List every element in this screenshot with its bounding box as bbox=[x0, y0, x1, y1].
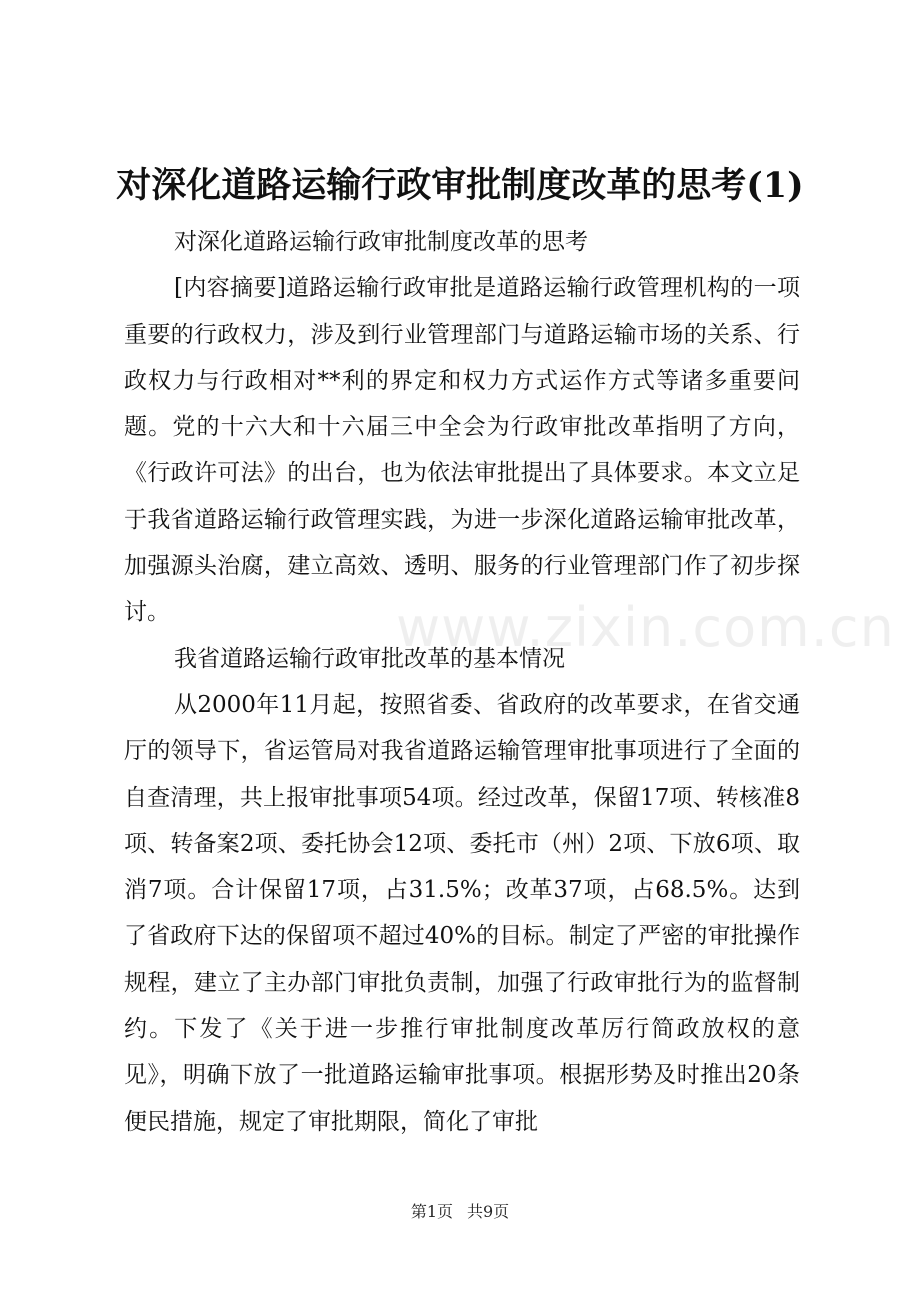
page-number: 第1页 bbox=[410, 1202, 453, 1221]
document-title: 对深化道路运输行政审批制度改革的思考(1) bbox=[116, 165, 804, 206]
body-paragraph: 从2000年11月起，按照省委、省政府的改革要求，在省交通厅的领导下，省运管局对我省道路运输管理审批事项进行了全面的自查清理，共上报审批事项54项。经过改革，保留17项、转核准8项、转备案2项、委托协会12项、委托市（州）2项、下放6项、取消7项。合计保留17项，占31.5%；改革37项，占68.5%。达到了省政府下达的保留项不超过40%的目标。制定了严密的审批操作规程，建立了主办部门审批负责制，加强了行政审批行为的监督制约。下发了《关于进一步推行审批制度改革厉行简政放权的意见》，明确下放了一批道路运输审批事项。根据形势及时推出20条便民措施，规定了审批期限，简化了审批 bbox=[124, 691, 800, 1135]
abstract-paragraph: [内容摘要]道路运输行政审批是道路运输行政管理机构的一项重要的行政权力，涉及到行业管理部门与道路运输市场的关系、行政权力与行政相对**利的界定和权力方式运作方式等诸多重要问题。党的十六大和十六届三中全会为行政审批改革指明了方向，《行政许可法》的出台，也为依法审批提出了具体要求。本文立足于我省道路运输行政管理实践，为进一步深化道路运输审批改革，加强源头治腐，建立高效、透明、服务的行业管理部门作了初步探讨。 bbox=[124, 275, 800, 626]
page-footer bbox=[0, 1200, 920, 1224]
subtitle-paragraph: 对深化道路运输行政审批制度改革的思考 bbox=[174, 229, 588, 255]
watermark: www.zixin.com.cn bbox=[396, 596, 895, 659]
section-heading: 我省道路运输行政审批改革的基本情况 bbox=[174, 645, 565, 672]
document-body bbox=[124, 219, 800, 1145]
page-total: 共9页 bbox=[467, 1202, 510, 1221]
